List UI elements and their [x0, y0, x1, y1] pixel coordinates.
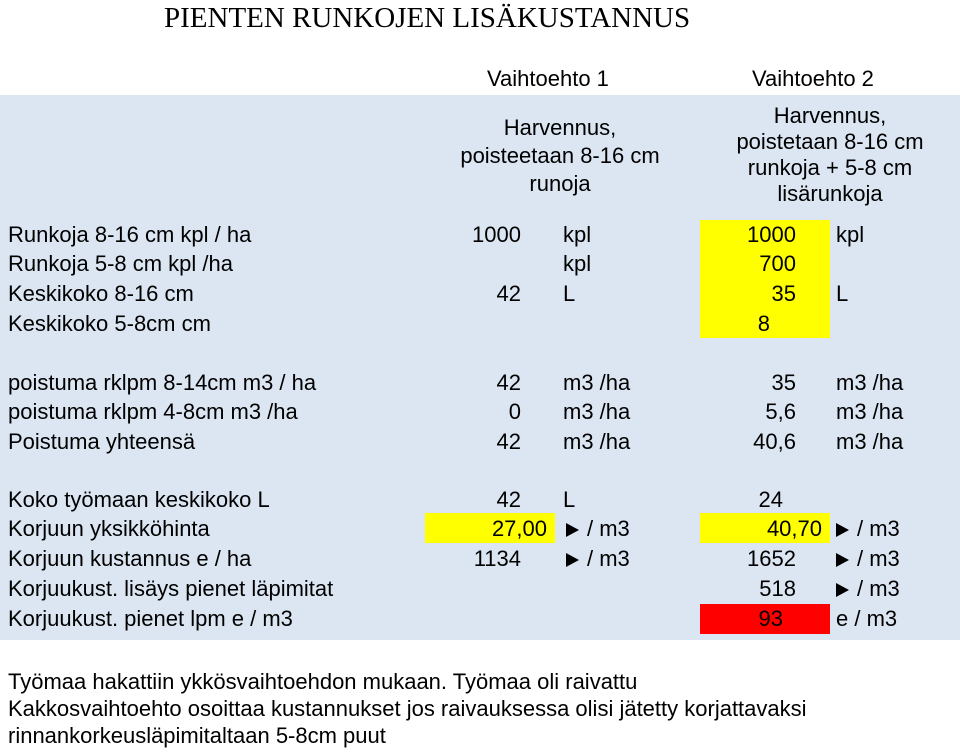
footer-note-line: Työmaa hakattiin ykkösvaihtoehdon mukaan. Työmaa oli raivattu — [8, 669, 638, 694]
option-1-unit — [566, 514, 630, 544]
option-2-value: 35 — [771, 370, 796, 395]
option-1-description — [420, 114, 700, 198]
option-1-unit: kpl — [563, 222, 592, 247]
row-label: poistuma rklpm 4-8cm m3 /ha — [8, 399, 298, 424]
option-2-heading: Vaihtoehto 2 — [752, 66, 874, 91]
row-label: Keskikoko 8-16 cm — [8, 281, 194, 306]
row-label: Keskikoko 5-8cm cm — [8, 311, 211, 336]
row-label: Korjuukust. pienet lpm e / m3 — [8, 606, 293, 631]
option-1-unit-text: / m3 — [587, 516, 630, 541]
option-2-value: 700 — [759, 251, 796, 276]
euro-icon — [836, 553, 849, 567]
option-2-value: 518 — [759, 576, 796, 601]
option-1-value: 42 — [496, 281, 521, 306]
option-2-unit: L — [836, 281, 849, 306]
euro-icon — [566, 523, 579, 537]
option-2-value: 35 — [771, 281, 796, 306]
option-2-unit: e / m3 — [836, 606, 898, 631]
option-1-unit-text: / m3 — [587, 546, 630, 571]
option-1-value: 42 — [496, 370, 521, 395]
option-2-value: 1652 — [747, 546, 796, 571]
option-1-unit: m3 /ha — [563, 399, 631, 424]
option-1-unit: L — [563, 487, 576, 512]
option-2-unit-text: / m3 — [857, 516, 900, 541]
option-1-value: 1000 — [472, 222, 521, 247]
row-label: Koko työmaan keskikoko L — [8, 487, 270, 512]
option-2-unit: m3 /ha — [836, 370, 904, 395]
option-2-unit — [836, 544, 900, 574]
option-1-heading: Vaihtoehto 1 — [487, 66, 609, 91]
option-2-value: 5,6 — [765, 399, 796, 424]
euro-icon — [566, 553, 579, 567]
row-label: Korjuun kustannus e / ha — [8, 546, 252, 571]
option-2-description — [700, 103, 960, 207]
option-1-unit — [566, 544, 630, 574]
option-2-unit: m3 /ha — [836, 429, 904, 454]
option-1-value: 1134 — [473, 546, 521, 571]
row-label: Korjuun yksikköhinta — [8, 516, 210, 541]
page-title: PIENTEN RUNKOJEN LISÄKUSTANNUS — [164, 2, 691, 34]
row-label: Runkoja 5-8 cm kpl /ha — [8, 251, 233, 276]
row-label: Runkoja 8-16 cm kpl / ha — [8, 222, 252, 247]
option-2-value: 24 — [758, 487, 783, 512]
euro-icon — [836, 523, 849, 537]
option-1-description-line: runoja — [529, 171, 591, 196]
option-1-unit: L — [563, 281, 576, 306]
option-1-description-line: poisteetaan 8-16 cm — [460, 143, 660, 168]
option-1-description-line: Harvennus, — [503, 115, 617, 140]
row-label: poistuma rklpm 8-14cm m3 / ha — [8, 370, 317, 395]
option-2-value: 40,70 — [766, 516, 822, 541]
option-1-value: 0 — [508, 399, 521, 424]
footer-note-line: rinnankorkeusläpimitaltaan 5-8cm puut — [8, 723, 386, 748]
option-2-value: 1000 — [747, 222, 796, 247]
option-2-description-line: lisärunkoja — [777, 181, 883, 206]
option-2-value: 40,6 — [753, 429, 796, 454]
option-2-value: 8 — [757, 311, 770, 336]
option-2-unit: kpl — [836, 222, 865, 247]
row-label: Poistuma yhteensä — [8, 429, 196, 454]
option-1-unit: m3 /ha — [563, 429, 631, 454]
option-1-unit: kpl — [563, 251, 592, 276]
euro-icon — [836, 583, 849, 597]
option-2-unit — [836, 574, 900, 604]
option-2-description-line: poistetaan 8-16 cm — [736, 129, 924, 154]
footer-note-line: Kakkosvaihtoehto osoittaa kustannukset jos raivauksessa olisi jätetty korjattavaksi — [8, 696, 807, 721]
option-2-unit: m3 /ha — [836, 399, 904, 424]
option-2-description-line: runkoja + 5-8 cm — [747, 155, 913, 180]
option-1-value: 42 — [496, 429, 521, 454]
option-2-description-line: Harvennus, — [773, 103, 887, 128]
option-1-unit: m3 /ha — [563, 370, 631, 395]
option-2-unit-text: / m3 — [857, 576, 900, 601]
row-label: Korjuukust. lisäys pienet läpimitat — [8, 576, 334, 601]
option-2-value: 93 — [758, 606, 783, 631]
option-2-unit-text: / m3 — [857, 546, 900, 571]
option-2-unit — [836, 514, 900, 544]
option-1-value: 27,00 — [491, 516, 547, 541]
option-1-value: 42 — [496, 487, 521, 512]
